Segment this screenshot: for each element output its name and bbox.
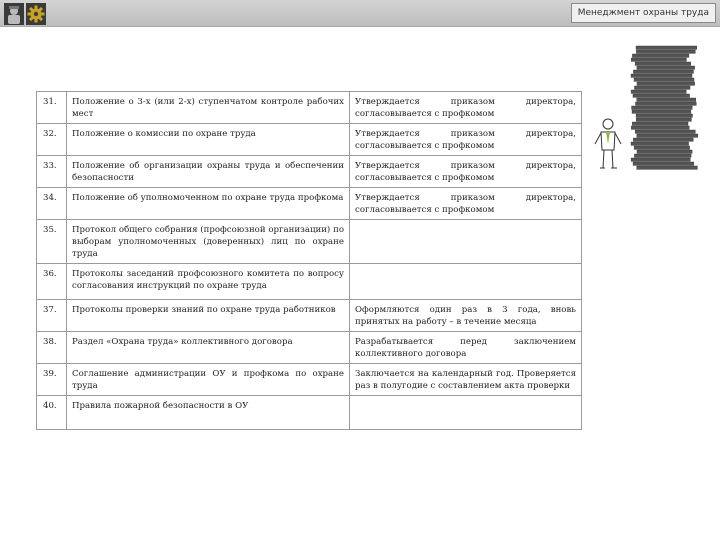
document-name: Раздел «Охрана труда» коллективного договора bbox=[67, 332, 350, 364]
row-number: 35. bbox=[37, 220, 67, 264]
documents-table bbox=[36, 91, 581, 430]
document-name: Положение о комиссии по охране труда bbox=[67, 124, 350, 156]
document-name: Положение об уполномоченном по охране труда профкома bbox=[67, 188, 350, 220]
document-name: Соглашение администрации ОУ и профкома по охране труда bbox=[67, 364, 350, 396]
row-number: 32. bbox=[37, 124, 67, 156]
table-row bbox=[37, 300, 582, 332]
row-number: 37. bbox=[37, 300, 67, 332]
row-number: 40. bbox=[37, 396, 67, 430]
row-number: 38. bbox=[37, 332, 67, 364]
document-name: Протокол общего собрания (профсоюзной организации) по выборам уполномоченных (доверенных) лиц по охране труда bbox=[67, 220, 350, 264]
table-row bbox=[37, 92, 582, 124]
document-name: Положение о 3-х (или 2-х) ступенчатом контроле рабочих мест bbox=[67, 92, 350, 124]
row-number: 36. bbox=[37, 264, 67, 300]
gear-icon bbox=[26, 3, 46, 25]
paper-stack-illustration bbox=[590, 44, 718, 178]
table-row bbox=[37, 188, 582, 220]
document-name: Протоколы заседаний профсоюзного комитета по вопросу согласования инструкций по охране труда bbox=[67, 264, 350, 300]
header-logo bbox=[4, 3, 46, 25]
document-note: Заключается на календарный год. Проверяется раз в полугодие с составлением акта проверки bbox=[350, 364, 582, 396]
document-note: Утверждается приказом директора, согласовывается с профкомом bbox=[350, 92, 582, 124]
document-note: Утверждается приказом директора, согласовывается с профкомом bbox=[350, 188, 582, 220]
man-beside-paper-stack-icon bbox=[595, 46, 698, 169]
row-number: 31. bbox=[37, 92, 67, 124]
row-number: 34. bbox=[37, 188, 67, 220]
worker-icon bbox=[4, 3, 24, 25]
row-number: 33. bbox=[37, 156, 67, 188]
document-note: Оформляются один раз в 3 года, вновь принятых на работу – в течение месяца bbox=[350, 300, 582, 332]
document-note bbox=[350, 220, 582, 264]
row-number: 39. bbox=[37, 364, 67, 396]
table-row bbox=[37, 220, 582, 264]
table-row bbox=[37, 124, 582, 156]
document-note: Утверждается приказом директора, согласовывается с профкомом bbox=[350, 156, 582, 188]
document-note: Разрабатывается перед заключением коллективного договора bbox=[350, 332, 582, 364]
document-note bbox=[350, 396, 582, 430]
table-row bbox=[37, 264, 582, 300]
table-row bbox=[37, 364, 582, 396]
table-row bbox=[37, 396, 582, 430]
document-name: Протоколы проверки знаний по охране труда работников bbox=[67, 300, 350, 332]
section-title-badge: Менеджмент охраны труда bbox=[571, 3, 716, 23]
document-name: Правила пожарной безопасности в ОУ bbox=[67, 396, 350, 430]
document-name: Положение об организации охраны труда и обеспечении безопасности bbox=[67, 156, 350, 188]
header-bar bbox=[0, 0, 720, 27]
table-row bbox=[37, 332, 582, 364]
table-row bbox=[37, 156, 582, 188]
document-note: Утверждается приказом директора, согласовывается с профкомом bbox=[350, 124, 582, 156]
document-note bbox=[350, 264, 582, 300]
